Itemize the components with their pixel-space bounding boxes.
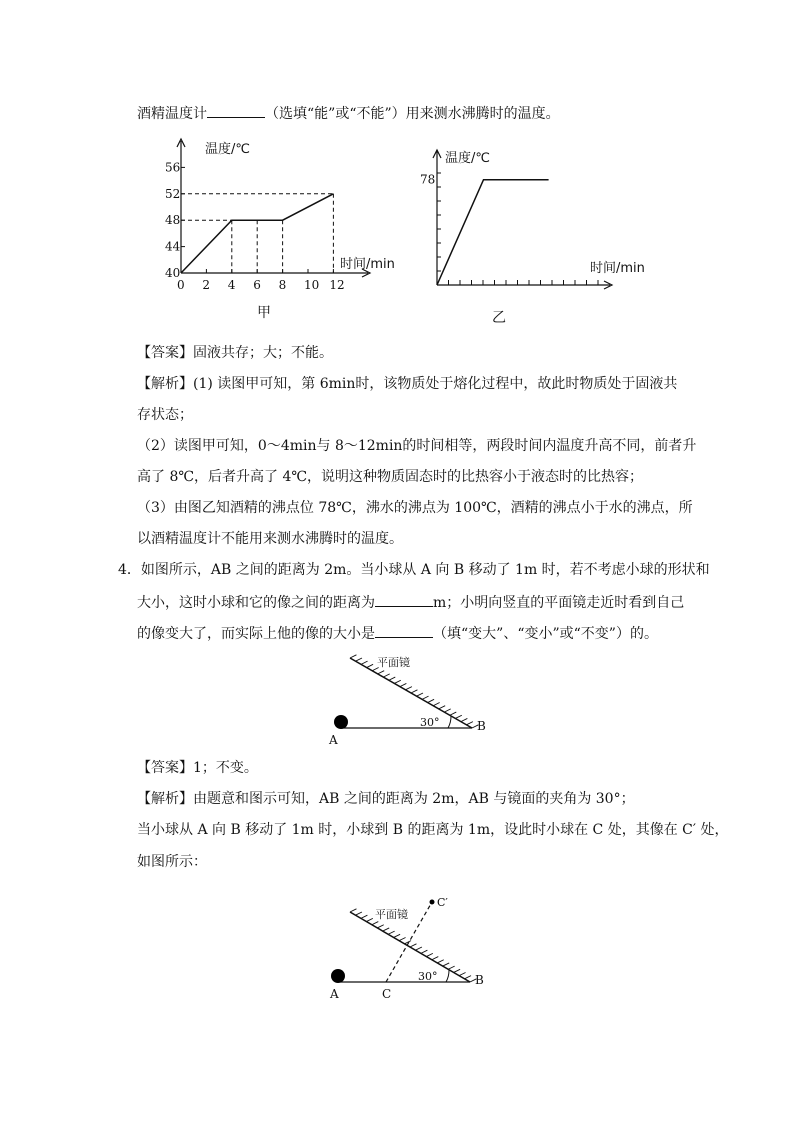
- angle-arc: [446, 970, 449, 982]
- analysis-line: 存状态；: [137, 407, 193, 423]
- x-axis-label: 时间/min: [340, 257, 395, 272]
- mirror-figure-2: [320, 890, 510, 1005]
- hatch-mark: [361, 915, 367, 918]
- x-tick-label: 10: [304, 278, 320, 292]
- mirror-figure-1: [320, 650, 500, 750]
- point-a-label: A: [330, 987, 339, 1001]
- q4-line3-prefix: 的像变大了，而实际上他的像的大小是: [137, 626, 375, 642]
- q3-suffix: （选填“能”或“不能”）用来测水沸腾时的温度。: [265, 106, 560, 122]
- hatch-mark: [399, 937, 405, 940]
- hatch-mark: [426, 953, 432, 956]
- hatch-mark: [439, 706, 445, 709]
- chart-jia: [150, 135, 420, 325]
- point-c-label: C: [382, 987, 392, 1001]
- y-tick-label: 44: [165, 239, 181, 254]
- y-tick-label: 48: [165, 213, 181, 228]
- hatch-mark: [366, 918, 372, 921]
- q4-line-2: [137, 592, 684, 613]
- y-tick-label: 78: [420, 172, 436, 187]
- ball: [331, 969, 345, 983]
- mirror-label: 平面镜: [377, 656, 410, 669]
- hatch-mark: [405, 687, 411, 690]
- hatch-mark: [422, 696, 428, 699]
- hatch-mark: [415, 947, 421, 950]
- q4-line-3: [137, 623, 658, 644]
- hatch-mark: [433, 703, 439, 706]
- analysis-line: 以酒精温度计不能用来测水沸腾时的温度。: [137, 531, 403, 547]
- x-tick-label: 4: [227, 278, 236, 292]
- hatch-mark: [455, 715, 461, 718]
- hatch-mark: [454, 969, 460, 972]
- analysis-line: （2）读图甲可知，0～4min与 8～12min的时间相等，两段时间内温度升高不同，前者升: [137, 438, 697, 454]
- hatch-mark: [389, 677, 395, 680]
- y-axis-label: 温度/℃: [205, 142, 250, 157]
- hatch-mark: [350, 909, 356, 912]
- x-axis-label: 时间/min: [590, 261, 645, 276]
- point-c-prime-label: C′: [437, 896, 448, 909]
- image-point: [430, 900, 435, 905]
- q4-line2-suffix: m；小明向竖直的平面镜走近时看到自己: [433, 595, 685, 611]
- hatch-mark: [448, 966, 454, 969]
- hatch-mark: [367, 664, 373, 667]
- answer-blank[interactable]: [375, 623, 433, 638]
- hatch-mark: [411, 690, 417, 693]
- angle-label: 30°: [418, 970, 438, 983]
- hatch-mark: [378, 671, 384, 674]
- hatch-mark: [465, 976, 471, 979]
- answer-blank[interactable]: [207, 103, 265, 118]
- hatch-mark: [388, 931, 394, 934]
- analysis-line: 【解析】由题意和图示可知，AB 之间的距离为 2m，AB 与镜面的夹角为 30°；: [137, 791, 635, 807]
- hatch-mark: [437, 960, 443, 963]
- ball: [334, 715, 348, 729]
- mirror-hatching: [350, 655, 478, 728]
- data-line: [181, 194, 333, 273]
- q4-line-1: 4．如图所示，AB 之间的距离为 2m。当小球从 A 向 B 移动了 1m 时，若不考虑小球的形状和: [118, 562, 710, 578]
- analysis-line: （3）由图乙知酒精的沸点位 78℃，沸水的沸点为 100℃，酒精的沸点小于水的沸点，所: [137, 500, 693, 516]
- hatch-mark: [432, 957, 438, 960]
- y-tick-label: 52: [165, 186, 181, 201]
- hatch-mark: [421, 950, 427, 953]
- q3-answer: 【答案】固液共存；大；不能。: [137, 345, 333, 361]
- q3-prefix: 酒精温度计: [137, 106, 207, 122]
- hatch-mark: [377, 925, 383, 928]
- hatch-mark: [356, 658, 362, 661]
- hatch-mark: [394, 680, 400, 683]
- hatch-mark: [417, 693, 423, 696]
- hatch-mark: [443, 963, 449, 966]
- y-tick-label: 40: [165, 266, 181, 280]
- answer-blank[interactable]: [375, 592, 433, 607]
- point-a-label: A: [329, 733, 338, 747]
- hatch-mark: [383, 674, 389, 677]
- q4-line2-prefix: 大小，这时小球和它的像之间的距离为: [137, 595, 375, 611]
- hatch-mark: [428, 699, 434, 702]
- chart-caption: 乙: [492, 310, 506, 326]
- mirror-hatching: [350, 909, 476, 982]
- hatch-mark: [450, 712, 456, 715]
- chart-caption: 甲: [257, 305, 271, 321]
- point-b-label: B: [475, 973, 484, 987]
- chart-yi: [420, 140, 660, 330]
- x-tick-label: 6: [253, 278, 261, 292]
- angle-label: 30°: [420, 716, 440, 729]
- hatch-mark: [372, 922, 378, 925]
- x-tick-label: 2: [202, 278, 211, 292]
- hatch-mark: [361, 661, 367, 664]
- hatch-mark: [394, 934, 400, 937]
- hatch-mark: [459, 972, 465, 975]
- point-b-label: B: [477, 719, 486, 733]
- x-tick-label: 12: [329, 278, 345, 292]
- hatch-mark: [350, 655, 356, 658]
- hatch-mark: [400, 683, 406, 686]
- y-axis-label: 温度/℃: [445, 151, 490, 166]
- analysis-line: 当小球从 A 向 B 移动了 1m 时，小球到 B 的距离为 1m，设此时小球在 C 处，其像在 C′ 处，: [137, 822, 729, 838]
- analysis-line: 【解析】(1) 读图甲可知，第 6min时，该物质处于熔化过程中，故此时物质处于固液共: [137, 376, 678, 392]
- q4-answer: 【答案】1；不变。: [137, 760, 258, 776]
- hatch-mark: [355, 912, 361, 915]
- data-line: [437, 180, 549, 285]
- q4-line3-suffix: （填“变大”、“变小”或“不变”）的。: [433, 626, 658, 642]
- x-tick-label: 0: [177, 278, 185, 292]
- hatch-mark: [410, 944, 416, 947]
- angle-arc: [448, 716, 451, 728]
- y-tick-label: 56: [165, 160, 181, 175]
- hatch-mark: [383, 928, 389, 931]
- hatch-mark: [466, 722, 472, 725]
- analysis-line: 如图所示：: [137, 854, 207, 870]
- analysis-line: 高了 8℃，后者升高了 4℃，说明这种物质固态时的比热容小于液态时的比热容；: [137, 469, 644, 485]
- q3-blank-line: [137, 103, 560, 124]
- hatch-mark: [444, 709, 450, 712]
- x-tick-label: 8: [278, 278, 287, 292]
- mirror-label: 平面镜: [375, 908, 408, 921]
- hatch-mark: [461, 718, 467, 721]
